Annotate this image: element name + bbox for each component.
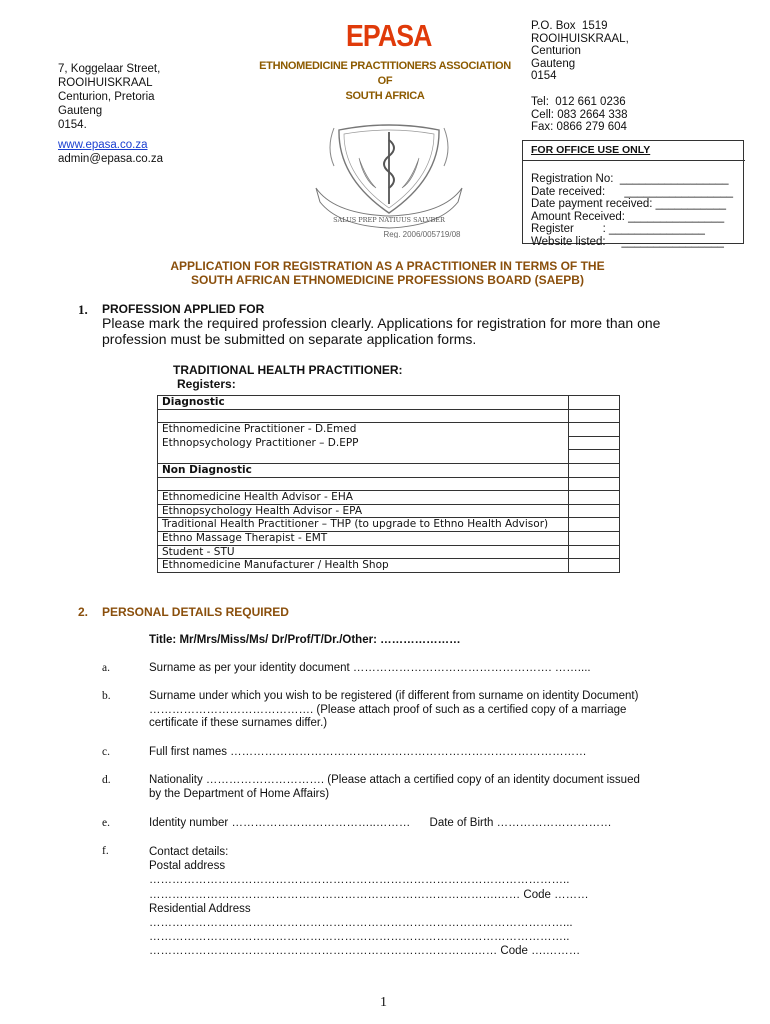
- field-line: ………………………………………………………………………….…… Code ….………: [149, 945, 581, 958]
- field-line: certificate if these surnames differ.): [149, 717, 328, 729]
- contact-line: Cell: 083 2664 338: [531, 108, 628, 121]
- email-text: admin@epasa.co.za: [58, 153, 164, 165]
- profession-option: Ethnomedicine Manufacturer / Health Shop: [158, 559, 569, 573]
- mark-cell[interactable]: [569, 491, 620, 505]
- spacer-cell: [158, 409, 569, 423]
- field-line: Nationality …………………………. (Please attach a certified copy of an identity document issued: [149, 774, 640, 786]
- office-field-date-payment: Date payment received: ___________: [531, 198, 727, 210]
- office-field-registration-no: Registration No: _________________: [531, 173, 729, 185]
- page-number: 1: [380, 995, 387, 1010]
- profession-option: Traditional Health Practitioner – THP (to upgrade to Ethno Health Advisor): [158, 518, 569, 532]
- item-letter: b.: [102, 690, 111, 702]
- crest-reg-number: Reg. 2006/005719/08: [383, 230, 461, 238]
- mark-cell[interactable]: [569, 559, 620, 573]
- field-line: Surname under which you wish to be registered (if different from surname on identity Document): [149, 690, 639, 702]
- surname-registered-field: [149, 690, 719, 731]
- mark-cell: [569, 409, 620, 423]
- profession-option: Ethno Massage Therapist - EMT: [158, 531, 569, 545]
- item-letter: a.: [102, 662, 110, 674]
- field-line: ………………………………………………………………………………………………..: [149, 931, 570, 944]
- mark-cell[interactable]: [569, 504, 620, 518]
- instruction-line: Please mark the required profession clearly. Applications for registration for more than one: [102, 315, 661, 331]
- field-line: ………………………………………………………………………………………………...: [149, 917, 573, 930]
- org-name-line: ETHNOMEDICINE PRACTITIONERS ASSOCIATION: [259, 60, 511, 72]
- address-line: ROOIHUISKRAAL,: [531, 32, 629, 45]
- item-letter: d.: [102, 774, 111, 786]
- crest-logo: [304, 118, 474, 238]
- non-diagnostic-header: Non Diagnostic: [158, 463, 569, 477]
- mark-cell[interactable]: [569, 518, 620, 532]
- org-acronym: EPASA: [346, 18, 432, 53]
- first-names-field: [149, 746, 719, 760]
- office-field-register: Register : _______________: [531, 223, 705, 235]
- left-address: [58, 62, 160, 132]
- address-line: Centurion: [531, 45, 581, 57]
- website-link[interactable]: www.epasa.co.za: [58, 139, 148, 151]
- right-address: [531, 20, 629, 83]
- item-letter: e.: [102, 817, 110, 829]
- mark-cell[interactable]: [569, 436, 620, 450]
- field-line: by the Department of Home Affairs): [149, 787, 330, 800]
- mark-cell[interactable]: [569, 423, 620, 437]
- heading-line: SOUTH AFRICAN ETHNOMEDICINE PROFESSIONS BOARD (SAEPB): [191, 273, 584, 287]
- diagnostic-header: Diagnostic: [158, 396, 569, 410]
- field-line: Postal address: [149, 860, 226, 873]
- address-line: 0154.: [58, 119, 87, 131]
- profession-option: Ethnomedicine Practitioner - D.Emed: [158, 423, 569, 437]
- org-name-line: SOUTH AFRICA: [345, 90, 425, 102]
- field-line: ………………………………………………………………………………………………..: [149, 874, 570, 887]
- identity-dob-field: [149, 817, 719, 831]
- section-2-number: 2.: [78, 605, 89, 619]
- mark-cell[interactable]: [569, 545, 620, 559]
- profession-table: [157, 395, 620, 573]
- nationality-field: [149, 774, 719, 801]
- office-field-website-listed: Website listed: ________________: [531, 235, 724, 248]
- profession-option: Ethnomedicine Health Advisor - EHA: [158, 491, 569, 505]
- section-2-title: PERSONAL DETAILS REQUIRED: [102, 605, 289, 619]
- office-field-amount: Amount Received: _______________: [531, 210, 725, 223]
- spacer-cell: [158, 450, 569, 464]
- thp-subtitle: TRADITIONAL HEALTH PRACTITIONER:: [173, 363, 403, 377]
- field-line: Identity number ………………………………..……… Date of Birth …………………………: [149, 817, 612, 829]
- registers-label: Registers:: [177, 377, 236, 391]
- mark-cell: [569, 450, 620, 464]
- mark-cell: [569, 477, 620, 491]
- field-line: Full first names …………………………………………………………………………………: [149, 746, 587, 758]
- org-name-line: OF: [377, 75, 393, 87]
- item-letter: c.: [102, 746, 110, 758]
- profession-option: Ethnopsychology Health Advisor - EPA: [158, 504, 569, 518]
- spacer-cell: [158, 477, 569, 491]
- office-use-box: [522, 140, 744, 248]
- field-line: ……………………………………………………………………………….…… Code ………: [149, 888, 589, 901]
- contact-line: Tel: 012 661 0236: [531, 96, 626, 108]
- section-1-number: 1.: [78, 302, 88, 317]
- left-contact: [58, 138, 163, 166]
- section-1-instructions: [102, 316, 702, 347]
- address-line: 0154: [531, 70, 557, 82]
- right-contact: [531, 96, 628, 134]
- address-line: Gauteng: [531, 57, 576, 70]
- field-line: ……………………………………. (Please attach proof of such as a certified copy of a marriage: [149, 703, 627, 716]
- mark-cell[interactable]: [569, 531, 620, 545]
- profession-option: Ethnopsychology Practitioner – D.EPP: [158, 436, 569, 450]
- field-line: Surname as per your identity document ……………………………………………. ……....: [149, 662, 591, 674]
- field-line: Contact details:: [149, 846, 229, 858]
- address-line: P.O. Box 1519: [531, 20, 608, 32]
- field-line: Residential Address: [149, 902, 251, 915]
- instruction-line: profession must be submitted on separate application forms.: [102, 330, 477, 347]
- mark-cell: [569, 463, 620, 477]
- contact-details-field: [149, 845, 719, 959]
- section-1-title: PROFESSION APPLIED FOR: [102, 302, 265, 316]
- crest-motto: SALUS PREP NATIUUS SALVBER: [333, 216, 445, 224]
- item-letter: f.: [102, 845, 109, 857]
- contact-line: Fax: 0866 279 604: [531, 121, 627, 133]
- address-line: Centurion, Pretoria: [58, 91, 155, 103]
- office-field-date-received: Date received: _________________: [531, 185, 734, 198]
- office-box-divider: [523, 160, 745, 161]
- surname-id-field: [149, 662, 719, 676]
- office-use-title: FOR OFFICE USE ONLY: [531, 144, 651, 156]
- application-heading: [100, 259, 675, 287]
- org-name: [250, 59, 520, 104]
- address-line: Gauteng: [58, 105, 103, 117]
- heading-line: APPLICATION FOR REGISTRATION AS A PRACTITIONER IN TERMS OF THE: [170, 259, 605, 273]
- address-line: 7, Koggelaar Street,: [58, 63, 161, 75]
- address-line: ROOIHUISKRAAL: [58, 77, 153, 89]
- mark-cell: [569, 396, 620, 410]
- profession-option: Student - STU: [158, 545, 569, 559]
- title-field: Title: Mr/Mrs/Miss/Ms/ Dr/Prof/T/Dr./Other: …………………: [149, 634, 461, 646]
